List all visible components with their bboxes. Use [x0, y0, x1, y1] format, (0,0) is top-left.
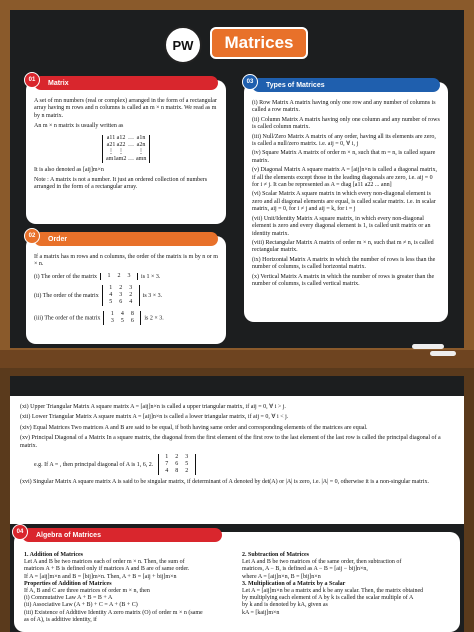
type-item: (ix) Horizontal Matrix A matrix in which the number of rows is less than the number of columns, is called horizontal matrix. — [252, 256, 436, 271]
card-number: 01 — [24, 72, 40, 88]
definition-row: (xii) Lower Triangular Matrix A square matrix A = [aij]n×n is called a lower triangular matrix, if aij = 0, ∀ i < j. — [20, 414, 289, 421]
algebra-line: (i) Commutative Law A + B = B + A — [24, 595, 113, 602]
example-row: e.g. If A = , then principal diagonal of A is 1, 6, 2. 1 2 3 7 6 5 4 8 2 — [20, 453, 454, 476]
card-header — [22, 528, 222, 542]
type-item: (x) Vertical Matrix A matrix in which the number of rows is greater than the number of columns, is called vertical matrix. — [252, 273, 435, 287]
card-title: Matrix — [48, 79, 69, 87]
card-number: 02 — [24, 228, 40, 244]
type-item: (vi) Scalar Matrix A square matrix in which every non-diagonal element is zero and all diagonal elements are equal, is called scalar matrix. i.e. in scalar matrix, aij = 0, for i ≠ j and aij = k, for i = j — [252, 191, 436, 213]
definitions-panel — [10, 396, 464, 524]
algebra-line: kA = [kaij]m×n — [242, 609, 280, 616]
card-body — [34, 254, 218, 329]
algebra-line: as of A), is additive identity, if — [24, 616, 97, 623]
section-heading: 2. Subtraction of Matrices — [242, 552, 309, 558]
card-body — [252, 100, 440, 290]
definition-text: An m × n matrix is usually written as — [34, 123, 124, 130]
section-heading: Properties of Addition of Matrices — [24, 580, 112, 587]
algebra-line: where A = [aij]n×n, B = [bij]n×n — [242, 573, 321, 580]
definition-row: (xv) Principal Diagonal of a Matrix In a square matrix, the diagonal from the first element of the first row to the last element of the last row is called the principal diagonal of a matrix. — [20, 435, 441, 449]
card-body — [34, 98, 218, 195]
card-header — [34, 76, 218, 90]
definition-row: (xiv) Equal Matrices Two matrices A and B are said to be equal, if both having same order and corresponding elements of the matrices are equal. — [20, 424, 368, 431]
order-card — [26, 233, 226, 344]
example-row: (ii) The order of the matrix1 2 3 4 3 2 5 6 4is 3 × 3. — [34, 285, 163, 306]
algebra-line: If A = [aij]m×n and B = [bij]m×n. Then, A + B = [aij + bij]m×n — [24, 573, 177, 580]
algebra-line: Let A and B be two matrices each of order m × n. Then, the sum of — [24, 559, 185, 566]
algebra-line: Let A and B be two matrices of the same order, then subtraction of — [242, 559, 402, 566]
chalk-piece — [412, 344, 444, 349]
types-card — [244, 79, 448, 322]
definition-row: (xvi) Singular Matrix A square matrix A is said to be singular matrix, if determinant of A denoted by det(A) or |A| is zero, i.e. |A| = 0, otherwise it is a non-singular matrix. — [20, 479, 429, 486]
algebra-line: Let A = [aij]m×n be a matrix and k be any scalar. Then, the matrix obtained — [242, 588, 424, 595]
algebra-line: (iii) Existence of Additive Identity A zero matrix (O) of order m × n (same — [24, 609, 203, 616]
definition-text: If a matrix has m rows and n columns, the order of the matrix is m by n or m × n. — [34, 254, 218, 268]
algebra-line: by multiplying each element of A by k is called the scalar multiple of A — [242, 595, 414, 602]
card-title: Types of Matrices — [266, 81, 325, 89]
card-header — [252, 78, 440, 92]
chalk-ledge — [0, 350, 474, 368]
type-item: (viii) Rectangular Matrix A matrix of order m × n, such that m ≠ n, is called rectangular matrix. — [252, 239, 434, 254]
algebra-left-column — [24, 552, 234, 624]
general-matrix: a11a12 … a1n a21a22 … a2n ⋮ ⋮ ⋮ am1am2 … amn — [34, 134, 218, 164]
type-item: (v) Diagonal Matrix A square matrix A = [aij]n×n is called a diagonal matrix, if all the elements except those in the leading diagonals are zero, i.e. aij = 0 for i ≠ j. It can be represented as A = diag [a11 a22 ... ann] — [252, 167, 438, 189]
algebra-line: If A, B and C are three matrices of order m × n, then — [24, 588, 150, 595]
card-header — [34, 232, 218, 246]
type-item: (i) Row Matrix A matrix having only one row and any number of columns is called a row matrix. — [252, 100, 436, 114]
notation-text: It is also denoted as [aij]m×n — [34, 166, 104, 173]
example-row: (i) The order of the matrix 1 2 3 is 1 × 3. — [34, 272, 161, 280]
card-title: Algebra of Matrices — [36, 531, 101, 539]
blackboard — [10, 376, 464, 632]
type-item: (iii) Null/Zero Matrix A matrix of any order, having all its elements are zero, is called a null/zero matrix. i.e. aij = 0, ∀ i, j — [252, 133, 436, 148]
example-matrix: 1 2 3 7 6 5 4 8 2 — [158, 454, 196, 475]
type-item: (vii) Unit/Identity Matrix A square matrix, in which every non-diagonal element is zero and every diagonal element is 1, is called unit matrix or an identity matrix. — [252, 215, 431, 237]
card-number: 04 — [12, 524, 28, 540]
algebra-line: matrices, A − B, is defined as A − B = [aij − bij]n×n, — [242, 566, 368, 573]
algebra-line: matrices A + B is defined only if matrices A and B are of same order. — [24, 566, 190, 573]
example-row: (iii) The order of the matrix1 4 8 3 5 6 is 2 × 3. — [34, 311, 164, 325]
chalk-piece — [430, 351, 456, 356]
type-item: (ii) Column Matrix A matrix having only one column and any number of rows is called column matrix. — [252, 116, 440, 131]
page-title: Matrices — [210, 27, 308, 59]
second-page — [0, 368, 474, 632]
section-heading: 3. Multiplication of a Matrix by a Scalar — [242, 580, 346, 587]
algebra-card — [14, 529, 460, 632]
algebra-line: (ii) Associative Law (A + B) + C = A + (B + C) — [24, 602, 138, 609]
definition-row: (xi) Upper Triangular Matrix A square matrix A = [aij]n×n is called a upper triangular matrix, if aij = 0, ∀ i > j. — [20, 404, 286, 410]
matrix-card — [26, 77, 226, 224]
definition-text: A set of mn numbers (real or complex) arranged in the form of a rectangular array having m rows and n columns is called an m × n matrix. We read as m by n matrix. — [34, 98, 217, 119]
pw-logo: PW — [164, 26, 202, 64]
card-title: Order — [48, 235, 68, 243]
card-number: 03 — [242, 74, 258, 90]
type-item: (iv) Square Matrix A matrix of order m × n, such that m = n, is called square matrix. — [252, 150, 436, 164]
note-text: Note : A matrix is not a number. It just an ordered collection of numbers arranged in the form of a rectangular array. — [34, 177, 208, 191]
algebra-right-column — [242, 552, 454, 617]
section-heading: 1. Addition of Matrices — [24, 552, 83, 558]
algebra-line: by k and is denoted by kA, given as — [242, 602, 328, 609]
